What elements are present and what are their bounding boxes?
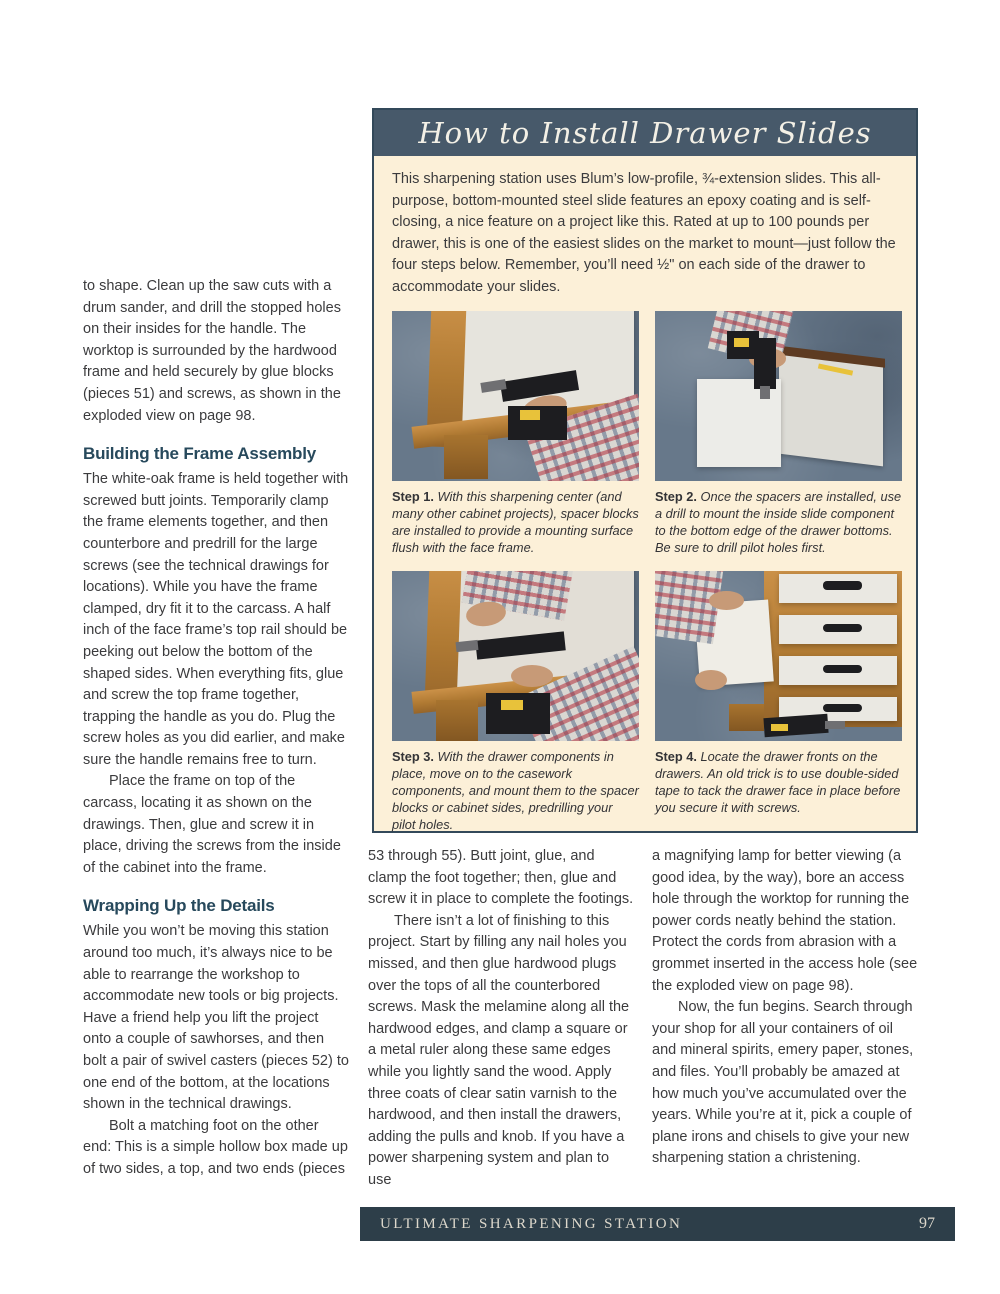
oak-foot-block: [444, 435, 488, 479]
paragraph: The white-oak frame is held together with screwed butt joints. Temporarily clamp the frame elements together, and then counterbore and predrill for the large screws (see the technical drawings for locations). While you have the frame clamped, dry fit it to the carcass. A half inch of the face frame’s top rail should be peeking out below the bottom of the shaped sides. When everything fits, glue and screw the top frame together, trapping the handle as you do. Plug the screw holes as you did earlier, and make sure the handle remains free to turn.: [83, 471, 349, 768]
oak-foot-block: [729, 704, 764, 731]
step-3-photo: [392, 571, 639, 741]
step-1-photo: [392, 311, 639, 481]
how-to-sidebar: [372, 108, 918, 833]
oak-foot-block: [436, 700, 478, 741]
step-1-caption: [392, 488, 639, 556]
hand-upper: [709, 591, 744, 610]
hand-lower: [695, 670, 727, 690]
step-3-cell: [392, 571, 639, 833]
page-number: 97: [919, 1215, 935, 1232]
battery-label: [520, 410, 540, 420]
footer-title: ULTIMATE SHARPENING STATION: [380, 1215, 683, 1232]
step-caption-text: With this sharpening center (and many other cabinet projects), spacer blocks are installed to provide a mounting surface flush with the face frame.: [392, 489, 639, 555]
paragraph: Place the frame on top of the carcass, locating it as shown on the drawings. Then, glue and screw it in place, driving the screws from the inside of the cabinet into the frame.: [83, 773, 341, 876]
drill-chuck: [760, 386, 770, 400]
section-heading-frame-assembly: Building the Frame Assembly: [83, 444, 316, 464]
drawer-pull-2: [823, 624, 863, 633]
sidebar-body: [374, 156, 916, 833]
page-footer-bar: [360, 1207, 955, 1241]
step-label: Step 1.: [392, 489, 434, 504]
step-caption-text: Once the spacers are installed, use a drill to mount the inside slide component to the bottom edge of the drawer bottoms. Be sure to drill pilot holes first.: [655, 489, 902, 555]
paragraph: Bolt a matching foot on the other end: This is a simple hollow box made up of two sides, a top, and two ends (pieces: [83, 1117, 348, 1177]
drawer-pull-3: [823, 665, 863, 674]
paragraph: There isn’t a lot of finishing to this project. Start by filling any nail holes you missed, and then glue hardwood plugs over the tops of all the counterbored screws. Mask the melamine along all the hardwood edges, and clamp a square or a metal ruler along these same edges while you lightly sand the wood. Apply three coats of clear satin varnish to the hardwood, and then install the drawers, adding the pulls and knob. If you have a power sharpening system and plan to use: [368, 912, 630, 1188]
step-2-cell: [655, 311, 902, 556]
battery-label: [501, 700, 523, 710]
step-caption-text: Locate the drawer fronts on the drawers. An old trick is to use double-sided tape to tack the drawer face in place before you secure it with screws.: [655, 749, 901, 815]
middle-text-column: [368, 846, 636, 1192]
step-1-cell: [392, 311, 639, 556]
step-4-cell: [655, 571, 902, 833]
drawer-pull-4: [823, 704, 863, 713]
sidebar-intro-paragraph: This sharpening station uses Blum’s low-profile, ¾-extension slides. This all-purpose, bottom-mounted steel slide features an epoxy coating and is self-closing, a nice feature on a project like this. Rated at up to 100 pounds per drawer, this is one of the easiest slides on the market to mount—just follow the four steps below. Remember, you’ll need ½" on each side of the drawer to accommodate your slides.: [392, 171, 896, 295]
sidebar-header-bar: [374, 110, 916, 156]
step-3-caption: [392, 748, 639, 833]
battery-label: [771, 724, 788, 731]
step-2-photo: [655, 311, 902, 481]
step-label: Step 4.: [655, 749, 697, 764]
step-4-caption: [655, 748, 902, 816]
step-caption-text: With the drawer components in place, move on to the casework components, and mount them to the spacer blocks or cabinet sides, predrilling your pilot holes.: [392, 749, 639, 832]
step-4-photo: [655, 571, 902, 741]
paragraph: 53 through 55). Butt joint, glue, and clamp the foot together; then, glue and screw it in place to complete the footings.: [368, 848, 634, 908]
step-2-caption: [655, 488, 902, 556]
step-label: Step 3.: [392, 749, 434, 764]
step-label: Step 2.: [655, 489, 697, 504]
hand-lower: [511, 665, 553, 687]
left-text-column: [83, 276, 349, 1181]
right-text-column: [652, 846, 920, 1170]
battery-label: [734, 338, 749, 347]
paragraph: While you won’t be moving this station around too much, it’s always nice to be able to rearrange the workshop to accommodate new tools or big projects. Have a friend help you lift the project onto a couple of sawhorses, and then bolt a pair of swivel casters (pieces 52) to one end of the bottom, at the locations shown in the technical drawings.: [83, 923, 349, 1113]
paragraph: a magnifying lamp for better viewing (a good idea, by the way), bore an access hole through the worktop for running the power cords neatly behind the station. Protect the cords from abrasion with a grommet inserted in the access hole (see the exploded view on page 98).: [652, 848, 918, 994]
drill-chuck: [456, 640, 479, 652]
paragraph: Now, the fun begins. Search through your shop for all your containers of oil and mineral spirits, emery paper, stones, and files. You’ll probably be amazed at how much you’ve accumulated over the years. While you’re at it, pick a couple of plane irons and chisels to give your new sharpening station a christening.: [652, 999, 914, 1167]
drill-chuck: [825, 721, 845, 730]
paragraph: to shape. Clean up the saw cuts with a drum sander, and drill the stopped holes on their insides for the handle. The worktop is surrounded by the hardwood frame and held securely by glue blocks (pieces 51) and screws, as shown in the exploded view on page 98.: [83, 278, 341, 424]
drawer-pull-1: [823, 581, 863, 590]
section-heading-wrapping-up: Wrapping Up the Details: [83, 896, 275, 916]
sidebar-title: How to Install Drawer Slides: [418, 116, 872, 150]
step-photo-grid: [392, 311, 902, 833]
